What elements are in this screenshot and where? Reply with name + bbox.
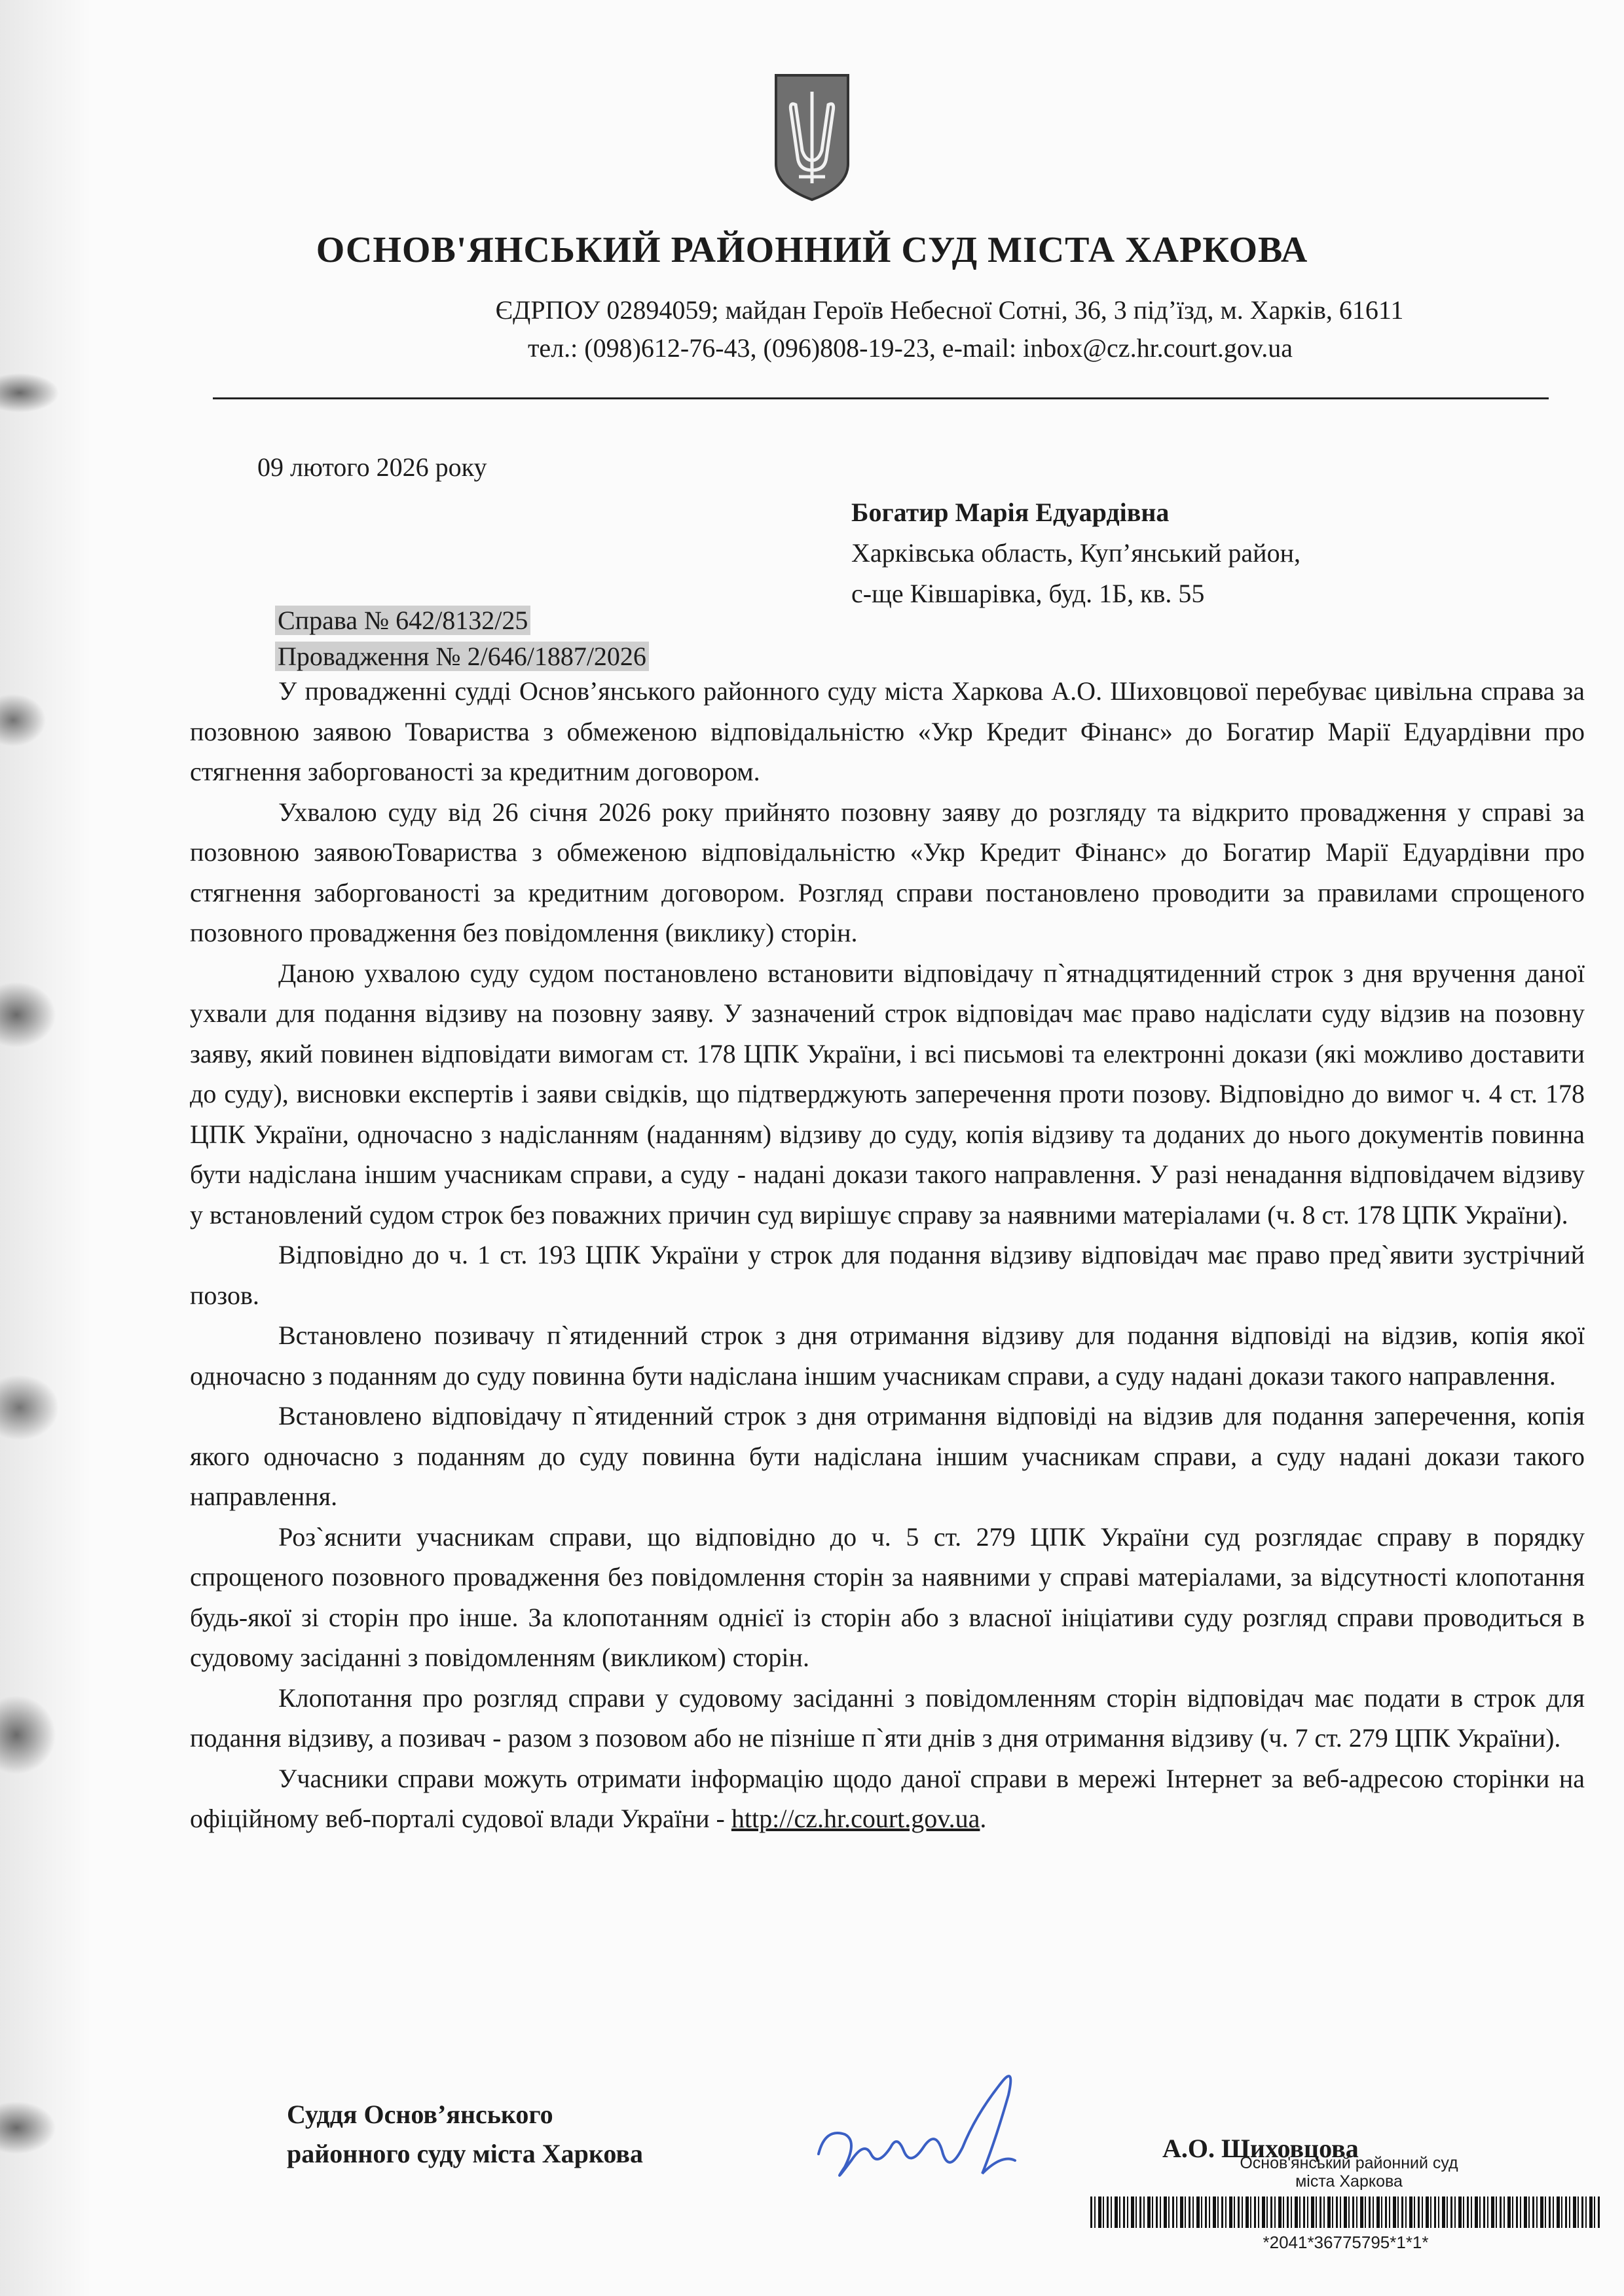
paragraph-text: Учасники справи можуть отримати інформацію щодо даної справи в мережі Інтернет за веб-адресою сторінки на офіційному веб-порталі судової влади України - [190, 1763, 1585, 1833]
header-divider [213, 397, 1549, 399]
paragraph: У провадженні судді Основ’янського районного суду міста Харкова А.О. Шиховцової перебуває цивільна справа за позовною заявою Товариства з обмеженою відповідальністю «Укр Кредит Фінанс» до Богатир Марії Едуардівни про стягнення заборгованості за кредитним договором. [190, 676, 1585, 786]
paragraph: Клопотання про розгляд справи у судовому засіданні з повідомленням сторін відповідач має подати в строк для подання відзиву, а позивач - разом з позовом або не пізніше п`яти днів з дня отримання відзиву (ч. 7 ст. 279 ЦПК України). [190, 1683, 1585, 1753]
barcode-number: *2041*36775795*1*1* [1263, 2232, 1429, 2252]
signatory-title-line2: районного суду міста Харкова [287, 2139, 644, 2168]
trident-coat-of-arms-icon [773, 72, 851, 203]
recipient-address-line1: Харківська область, Куп’янський район, [851, 538, 1301, 568]
handwritten-signature [805, 2056, 1048, 2200]
letter-body [190, 671, 1585, 1839]
court-stamp [1218, 2154, 1480, 2191]
paragraph: Роз`яснити учасникам справи, що відповідно до ч. 5 ст. 279 ЦПК України суд розглядає справу в порядку спрощеного позовного провадження без повідомлення сторін за наявними у справі матеріалами, за відсутності клопотання будь-якої зі сторін про інше. За клопотанням однієї із сторін або з власної ініціативи суду розгляд справи проводиться в судовому засіданні з повідомленням (викликом) сторін. [190, 1522, 1585, 1672]
paragraph-end: . [980, 1804, 987, 1833]
stamp-line2: міста Харкова [1295, 2172, 1403, 2191]
court-details: ЄДРПОУ 02894059; майдан Героїв Небесної Сотні, 36, 3 під’їзд, м. Харків, 61611 [495, 295, 1404, 325]
paragraph: Даною ухвалою суду судом постановлено встановити відповідачу п`ятнадцятиденний строк з дня вручення даної ухвали для подання відзиву на позовну заяву. У зазначений строк відповідач має право надіслати суду відзив на позовну заяву, який повинен відповідати вимогам ст. 178 ЦПК України, і всі письмові та електронні докази (які можливо доставити до суду), висновки експертів і заяви свідків, що підтверджують заперечення проти позову. Відповідно до вимог ч. 4 ст. 178 ЦПК України, одночасно з надісланням (наданням) відзиву до суду, копія відзиву та доданих до нього документів повинна бути надіслана іншим учасникам справи, а суду - надані докази такого направлення. У разі ненадання відповідачем відзиву у встановлений судом строк без поважних причин суд вирішує справу за наявними матеріалами (ч. 8 ст. 178 ЦПК України). [190, 958, 1585, 1230]
paragraph: Відповідно до ч. 1 ст. 193 ЦПК України у строк для подання відзиву відповідач має право пред`явити зустрічний позов. [190, 1240, 1585, 1310]
scan-artifact [0, 0, 92, 2296]
paragraph: Встановлено відповідачу п`ятиденний строк з дня отримання відповіді на відзив для подання заперечення, копія якого одночасно з поданням до суду повинна бути надіслана іншим учасникам справи, а суду надані докази такого направлення. [190, 1401, 1585, 1511]
recipient-name: Богатир Марія Едуардівна [851, 498, 1170, 527]
paragraph: Ухвалою суду від 26 січня 2026 року прийнято позовну заяву до розгляду та відкрито провадження у справі за позовною заявоюТовариства з обмеженою відповідальністю «Укр Кредит Фінанс» до Богатир Марії Едуардівни про стягнення заборгованості за кредитним договором. Розгляд справи постановлено проводити за правилами спрощеного позовного провадження без повідомлення (виклику) сторін. [190, 797, 1585, 947]
barcode [1090, 2196, 1601, 2228]
signatory-title-line1: Суддя Основ’янського [287, 2100, 553, 2129]
paragraph: Встановлено позивачу п`ятиденний строк з дня отримання відзиву для подання відповіді на відзив, копія якої одночасно з поданням до суду повинна бути надіслана іншим учасникам справи, а суду надані докази такого направлення. [190, 1321, 1585, 1391]
court-contacts: тел.: (098)612-76-43, (096)808-19-23, e-mail: inbox@cz.hr.court.gov.ua [527, 333, 1293, 363]
case-reference [275, 602, 649, 674]
judge-name: А.О. Шиховцова [1162, 2134, 1359, 2163]
recipient-address-line2: с-ще Ківшарівка, буд. 1Б, кв. 55 [851, 579, 1205, 608]
proceeding-number: Провадження № 2/646/1887/2026 [275, 642, 649, 671]
court-portal-link[interactable]: http://cz.hr.court.gov.ua [731, 1804, 980, 1833]
document-date: 09 лютого 2026 року [257, 452, 487, 482]
stamp-line1: Основ'янський районний суд [1240, 2154, 1458, 2172]
court-name: ОСНОВ'ЯНСЬКИЙ РАЙОННИЙ СУД МІСТА ХАРКОВА [316, 230, 1308, 270]
case-number: Справа № 642/8132/25 [275, 606, 530, 635]
signatory-title [287, 2095, 643, 2174]
paragraph [190, 1758, 1585, 1839]
recipient-block [851, 492, 1301, 614]
